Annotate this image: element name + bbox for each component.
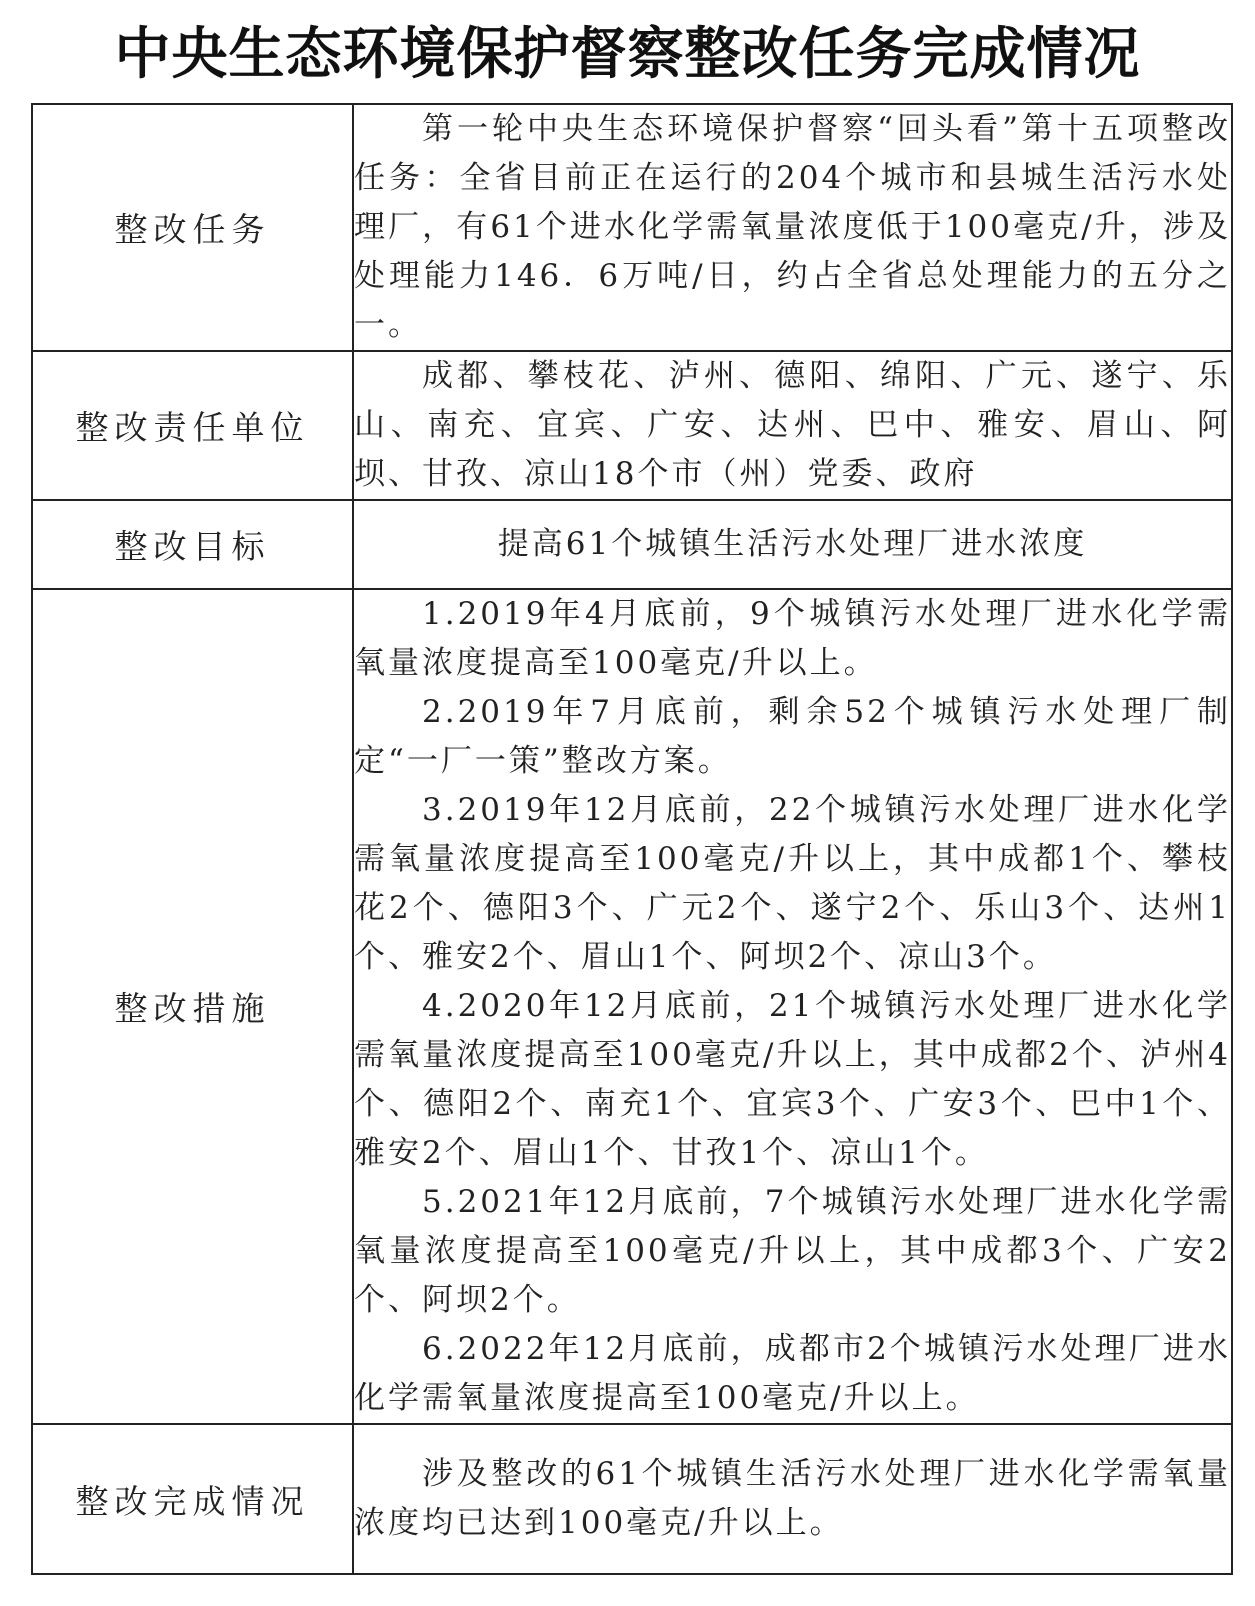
row-content-measures: [353, 589, 1232, 1424]
row-label-measures: 整改措施: [32, 589, 353, 1424]
completion-text: 涉及整改的61个城镇生活污水处理厂进水化学需氧量浓度均已达到100毫克/升以上。: [354, 1456, 1231, 1541]
page-title: 中央生态环境保护督察整改任务完成情况: [114, 21, 1141, 87]
row-label-unit: 整改责任单位: [32, 351, 353, 500]
table-row-completion: [32, 1424, 1232, 1574]
row-content-task: [353, 104, 1232, 351]
task-text: 第一轮中央生态环境保护督察“回头看”第十五项整改任务：全省目前正在运行的204个城市和县城生活污水处理厂，有61个进水化学需氧量浓度低于100毫克/升，涉及处理能力146．6万吨/日，约占全省总处理能力的五分之一。: [354, 111, 1231, 343]
measure-item: 1.2019年4月底前，9个城镇污水处理厂进水化学需氧量浓度提高至100毫克/升以上。: [354, 596, 1231, 681]
rectification-table: [31, 103, 1233, 1575]
table-row-measures: [32, 589, 1232, 1424]
measure-item: 3.2019年12月底前，22个城镇污水处理厂进水化学需氧量浓度提高至100毫克/升以上，其中成都1个、攀枝花2个、德阳3个、广元2个、遂宁2个、乐山3个、达州1个、雅安2个、眉山1个、阿坝2个、凉山3个。: [354, 792, 1231, 975]
table-row-task: [32, 104, 1232, 351]
row-content-unit: [353, 351, 1232, 500]
row-label-goal: 整改目标: [32, 500, 353, 589]
goal-text: 提高61个城镇生活污水处理厂进水浓度: [497, 526, 1088, 562]
measure-item: 6.2022年12月底前，成都市2个城镇污水处理厂进水化学需氧量浓度提高至100毫克/升以上。: [354, 1331, 1231, 1416]
row-content-completion: [353, 1424, 1232, 1574]
measure-item: 5.2021年12月底前，7个城镇污水处理厂进水化学需氧量浓度提高至100毫克/升以上，其中成都3个、广安2个、阿坝2个。: [354, 1184, 1231, 1318]
table-row-unit: [32, 351, 1232, 500]
table-row-goal: [32, 500, 1232, 589]
row-label-task: 整改任务: [32, 104, 353, 351]
measure-item: 4.2020年12月底前，21个城镇污水处理厂进水化学需氧量浓度提高至100毫克/升以上，其中成都2个、泸州4个、德阳2个、南充1个、宜宾3个、广安3个、巴中1个、雅安2个、眉山1个、甘孜1个、凉山1个。: [354, 988, 1231, 1171]
measure-item: 2.2019年7月底前，剩余52个城镇污水处理厂制定“一厂一策”整改方案。: [354, 694, 1231, 779]
unit-text: 成都、攀枝花、泸州、德阳、绵阳、广元、遂宁、乐山、南充、宜宾、广安、达州、巴中、雅安、眉山、阿坝、甘孜、凉山18个市（州）党委、政府: [354, 358, 1231, 492]
row-label-completion: 整改完成情况: [32, 1424, 353, 1574]
row-content-goal: [353, 500, 1232, 589]
